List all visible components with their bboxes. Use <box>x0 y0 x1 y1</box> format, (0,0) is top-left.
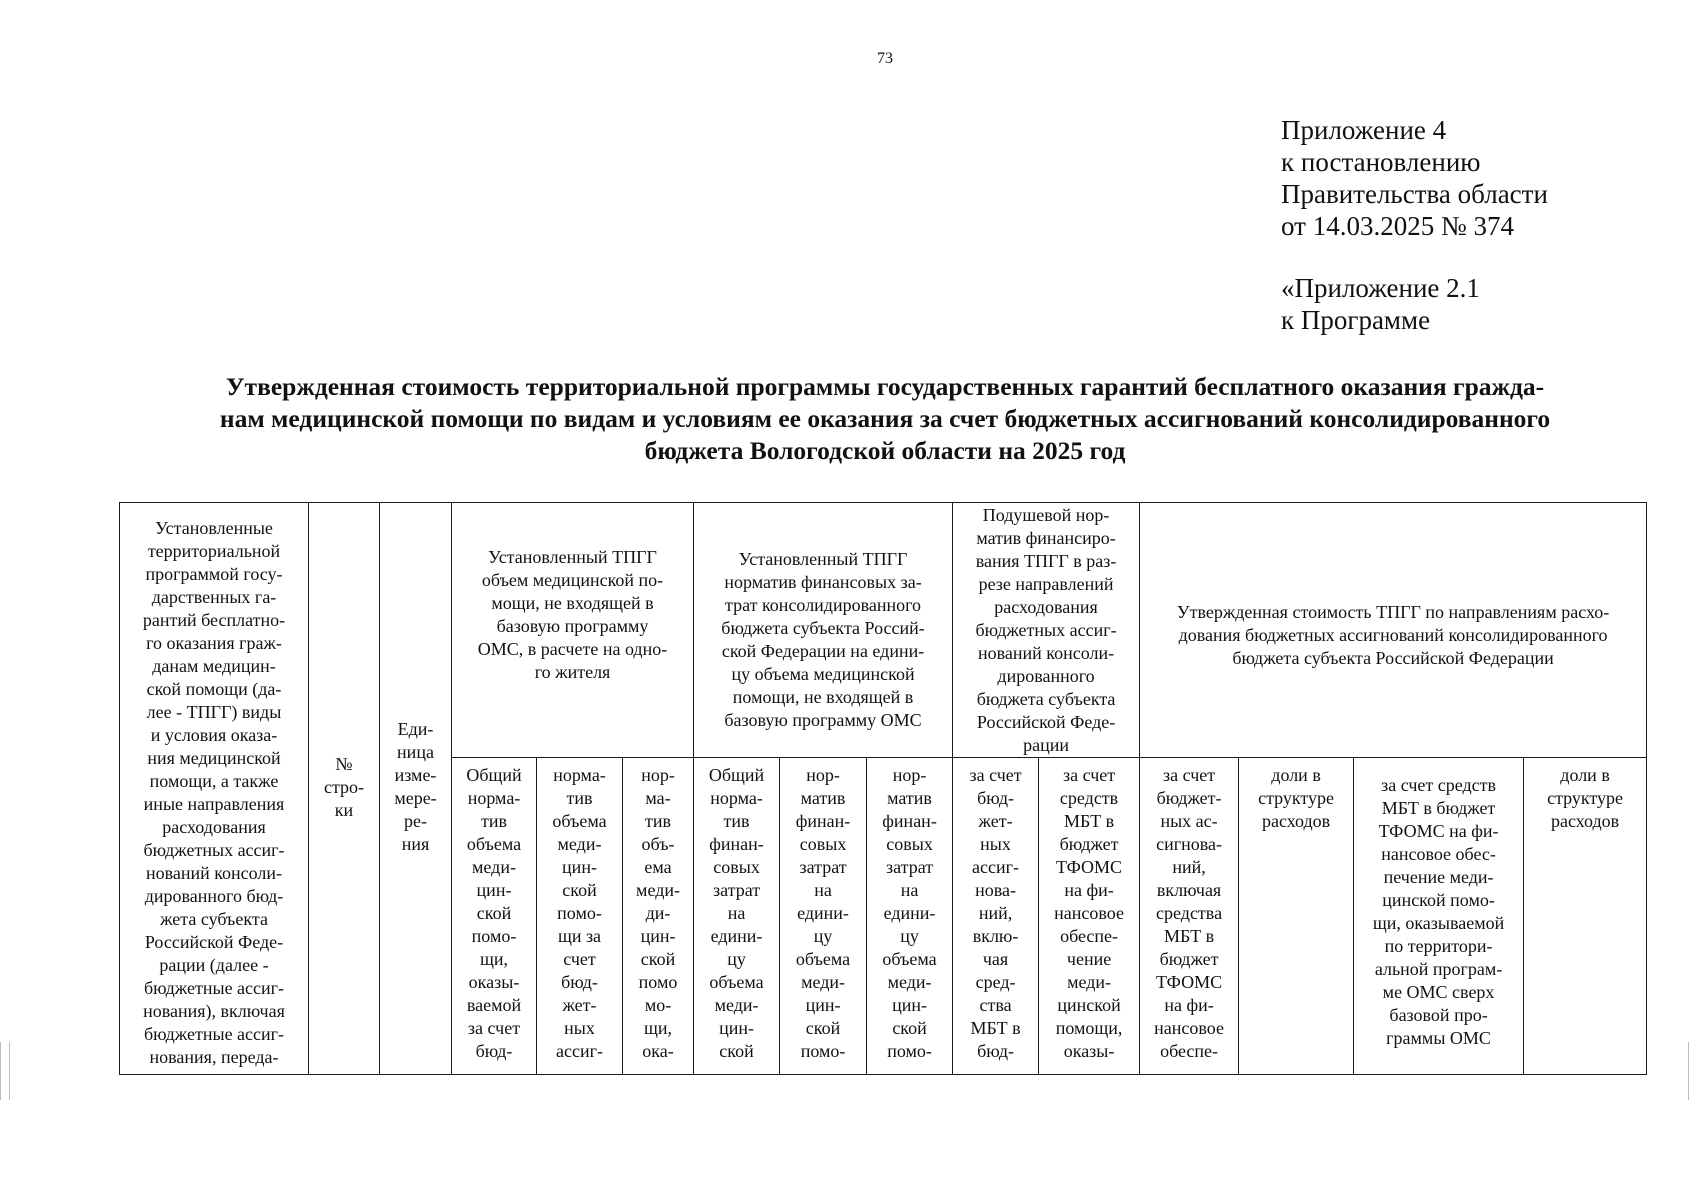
header-volume-other: нор- ма- тив объ- ема меди- ди- цин- ской помо мо- щи, ока- <box>623 758 694 1075</box>
header-service-type: Установленные территориальной программой госу- дарственных га- рантий бесплатно- го оказания граж- данам медицин- ской помощи (да- лее - ТПГГ) виды и условия оказа- ния медицинской помощи, а также иные направления расходования бюджетных ассиг- нований консоли- дированного бюд- жета субъекта Российской Феде- рации (далее - бюджетные ассиг- нования), включая бюджетные ассиг- нования, переда- <box>120 503 309 1075</box>
header-group-percapita: Подушевой нор- матив финансиро- вания ТПГГ в раз- резе направлений расходования бюджетных ассиг- нований консоли- дированного бюджета субъекта Российской Феде- рации <box>953 503 1140 758</box>
header-cost-total: Общий норма- тив финан- совых затрат на едини- цу объема меди- цин- ской <box>694 758 780 1075</box>
document-title-line: Утвержденная стоимость территориальной программы государственных гарантий бесплатного оказания гражда- <box>225 372 1545 401</box>
annex-line: к постановлению <box>1281 147 1481 177</box>
scan-edge-mark <box>0 1042 10 1100</box>
header-percapita-mbt: за счет средств МБТ в бюджет ТФОМС на фи- нансовое обеспе- чение меди- цинской помощи, оказы- <box>1039 758 1140 1075</box>
document-title <box>130 371 1640 467</box>
header-group-volume: Установленный ТПГГ объем медицинской по- мощи, не входящей в базовую программу ОМС, в расчете на одно- го жителя <box>452 503 694 758</box>
header-volume-total: Общий норма- тив объема меди- цин- ской помо- щи, оказы- ваемой за счет бюд- <box>452 758 537 1075</box>
header-volume-budget: норма- тив объема меди- цин- ской помо- щи за счет бюд- жет- ных ассиг- <box>537 758 623 1075</box>
header-row-number: № стро- ки <box>309 503 380 1075</box>
scan-edge-mark <box>1688 1042 1697 1100</box>
header-group-approved: Утвержденная стоимость ТПГГ по направлениям расхо- дования бюджетных ассигнований консолидированного бюджета субъекта Российской Федерации <box>1140 503 1647 758</box>
annex-line: к Программе <box>1281 305 1431 335</box>
annex-line: Приложение 4 <box>1281 115 1447 145</box>
document-title-line: бюджета Вологодской области на 2025 год <box>644 436 1126 465</box>
document-title-line: нам медицинской помощи по видам и условиям ее оказания за счет бюджетных ассигнований консолидированного <box>219 404 1551 433</box>
annex-spacer <box>1281 242 1548 272</box>
header-unit: Еди- ница изме- мере- ре- ния <box>380 503 452 1075</box>
annex-block <box>1281 114 1548 336</box>
annex-line: от 14.03.2025 № 374 <box>1281 211 1514 241</box>
tpgg-table <box>119 502 1647 1075</box>
header-group-cost: Установленный ТПГГ норматив финансовых за- трат консолидированного бюджета субъекта Россий- ской Федерации на едини- цу объема медицинской помощи, не входящей в базовую программу ОМС <box>694 503 953 758</box>
header-approved-share-1: доли в структуре расходов <box>1239 758 1354 1075</box>
header-approved-budget: за счет бюджет- ных ас- сигнова- ний, включая средства МБТ в бюджет ТФОМС на фи- нансовое обеспе- <box>1140 758 1239 1075</box>
header-approved-mbt: за счет средств МБТ в бюджет ТФОМС на фи- нансовое обес- печение меди- цинской помо- щи, оказываемой по территори- альной програм- ме ОМС сверх базовой про- граммы ОМС <box>1354 758 1524 1075</box>
annex-line: «Приложение 2.1 <box>1281 273 1480 303</box>
header-percapita-budget: за счет бюд- жет- ных ассиг- нова- ний, вклю- чая сред- ства МБТ в бюд- <box>953 758 1039 1075</box>
header-approved-share-2: доли в структуре расходов <box>1524 758 1647 1075</box>
header-cost-b: нор- матив финан- совых затрат на едини- цу объема меди- цин- ской помо- <box>867 758 953 1075</box>
annex-line: Правительства области <box>1281 179 1548 209</box>
header-cost-a: нор- матив финан- совых затрат на едини- цу объема меди- цин- ской помо- <box>780 758 867 1075</box>
page-number: 73 <box>877 50 893 67</box>
